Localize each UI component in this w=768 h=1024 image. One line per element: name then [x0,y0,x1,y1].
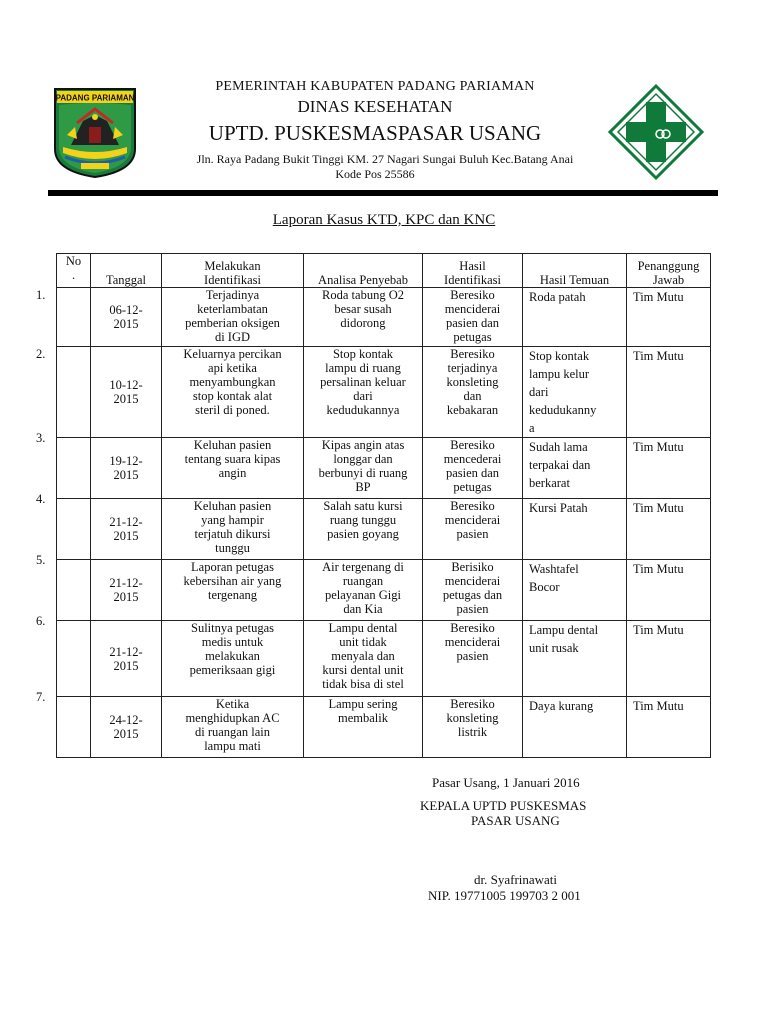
table-row [57,621,711,697]
cell-identifikasi: Keluhan pasien yang hampir terjatuh dikursi tunggu [162,499,304,560]
cell-hasil: Beresiko menciderai pasien dan petugas [423,288,523,347]
cell-date: 21-12- 2015 [91,499,162,560]
cell-identifikasi: Keluarnya percikan api ketika menyambungkan stop kontak alat steril di poned. [162,347,304,438]
cell-empty [57,697,91,758]
row-number: 3. [36,431,46,445]
cell-penanggung-jawab: Tim Mutu [627,347,711,438]
emblem-text: PADANG PARIAMAN [55,93,135,103]
column-header-penanggung-jawab: Penanggung Jawab [627,254,711,288]
cell-temuan: Daya kurang [523,697,627,758]
cell-penanggung-jawab: Tim Mutu [627,288,711,347]
cell-penyebab: Air tergenang di ruangan pelayanan Gigi dan Kia [304,560,423,621]
cell-empty [57,347,91,438]
row-number: 4. [36,492,46,506]
signatory-name: dr. Syafrinawati [474,872,558,887]
cell-hasil: Beresiko menciderai pasien [423,499,523,560]
cell-identifikasi: Laporan petugas kebersihan air yang tergenang [162,560,304,621]
cell-hasil: Berisiko menciderai petugas dan pasien [423,560,523,621]
cell-penyebab: Kipas angin atas longgar dan berbunyi di ruang BP [304,438,423,499]
table-row [57,697,711,758]
table-row [57,438,711,499]
cell-empty [57,560,91,621]
cell-date: 06-12- 2015 [91,288,162,347]
postal-code-line: Kode Pos 25586 [335,167,415,181]
cell-temuan: Washtafel Bocor [523,560,627,621]
cell-hasil: Beresiko terjadinya konsleting dan kebakaran [423,347,523,438]
cell-empty [57,621,91,697]
column-header-temuan: Hasil Temuan [523,254,627,288]
table-header-row [57,254,711,288]
table-row [57,499,711,560]
cell-temuan: Stop kontak lampu kelur dari kedudukanny a [523,347,627,438]
cell-empty [57,499,91,560]
cell-date: 10-12- 2015 [91,347,162,438]
cell-penyebab: Lampu sering membalik [304,697,423,758]
department-line: DINAS KESEHATAN [297,97,453,116]
column-header-identifikasi: Melakukan Identifikasi [162,254,304,288]
row-number: 6. [36,614,46,628]
column-header-no: No . [57,254,91,288]
address-line: Jln. Raya Padang Bukit Tinggi KM. 27 Nagari Sungai Buluh Kec.Batang Anai [196,152,574,166]
cell-penyebab: Lampu dental unit tidak menyala dan kursi dental unit tidak bisa di stel [304,621,423,697]
row-number: 5. [36,553,46,567]
cell-penanggung-jawab: Tim Mutu [627,560,711,621]
regency-emblem-logo [53,87,137,179]
row-number: 7. [36,690,46,704]
cell-penanggung-jawab: Tim Mutu [627,499,711,560]
place-date: Pasar Usang, 1 Januari 2016 [432,775,580,790]
table-row [57,288,711,347]
cell-date: 21-12- 2015 [91,621,162,697]
header-divider [48,190,718,196]
cell-date: 24-12- 2015 [91,697,162,758]
signatory-role-1: KEPALA UPTD PUSKESMAS [420,798,587,813]
signatory-role-2: PASAR USANG [471,813,560,828]
report-title: Laporan Kasus KTD, KPC dan KNC [272,212,496,228]
cell-hasil: Beresiko mencederai pasien dan petugas [423,438,523,499]
row-number: 2. [36,347,46,361]
cell-hasil: Beresiko menciderai pasien [423,621,523,697]
cell-temuan: Lampu dental unit rusak [523,621,627,697]
cell-temuan: Sudah lama terpakai dan berkarat [523,438,627,499]
column-header-penyebab: Analisa Penyebab [304,254,423,288]
cell-temuan: Kursi Patah [523,499,627,560]
health-cross-logo [608,84,704,180]
institution-name: UPTD. PUSKESMASPASAR USANG [208,121,542,145]
column-header-tanggal: Tanggal [91,254,162,288]
cell-hasil: Beresiko konsleting listrik [423,697,523,758]
table-row [57,347,711,438]
cell-date: 19-12- 2015 [91,438,162,499]
cell-date: 21-12- 2015 [91,560,162,621]
cell-penyebab: Stop kontak lampu di ruang persalinan keluar dari kedudukannya [304,347,423,438]
cell-identifikasi: Sulitnya petugas medis untuk melakukan pemeriksaan gigi [162,621,304,697]
cell-empty [57,438,91,499]
incident-report-table [56,253,711,758]
cell-penanggung-jawab: Tim Mutu [627,438,711,499]
signatory-nip: NIP. 19771005 199703 2 001 [428,888,581,903]
cell-penyebab: Salah satu kursi ruang tunggu pasien goyang [304,499,423,560]
cell-penanggung-jawab: Tim Mutu [627,621,711,697]
cell-empty [57,288,91,347]
cell-temuan: Roda patah [523,288,627,347]
cell-penanggung-jawab: Tim Mutu [627,697,711,758]
table-row [57,560,711,621]
cell-identifikasi: Ketika menghidupkan AC di ruangan lain lampu mati [162,697,304,758]
cell-identifikasi: Terjadinya keterlambatan pemberian oksigen di IGD [162,288,304,347]
cell-penyebab: Roda tabung O2 besar susah didorong [304,288,423,347]
cell-identifikasi: Keluhan pasien tentang suara kipas angin [162,438,304,499]
row-number: 1. [36,288,46,302]
government-line: PEMERINTAH KABUPATEN PADANG PARIAMAN [215,79,535,94]
column-header-hasil: Hasil Identifikasi [423,254,523,288]
